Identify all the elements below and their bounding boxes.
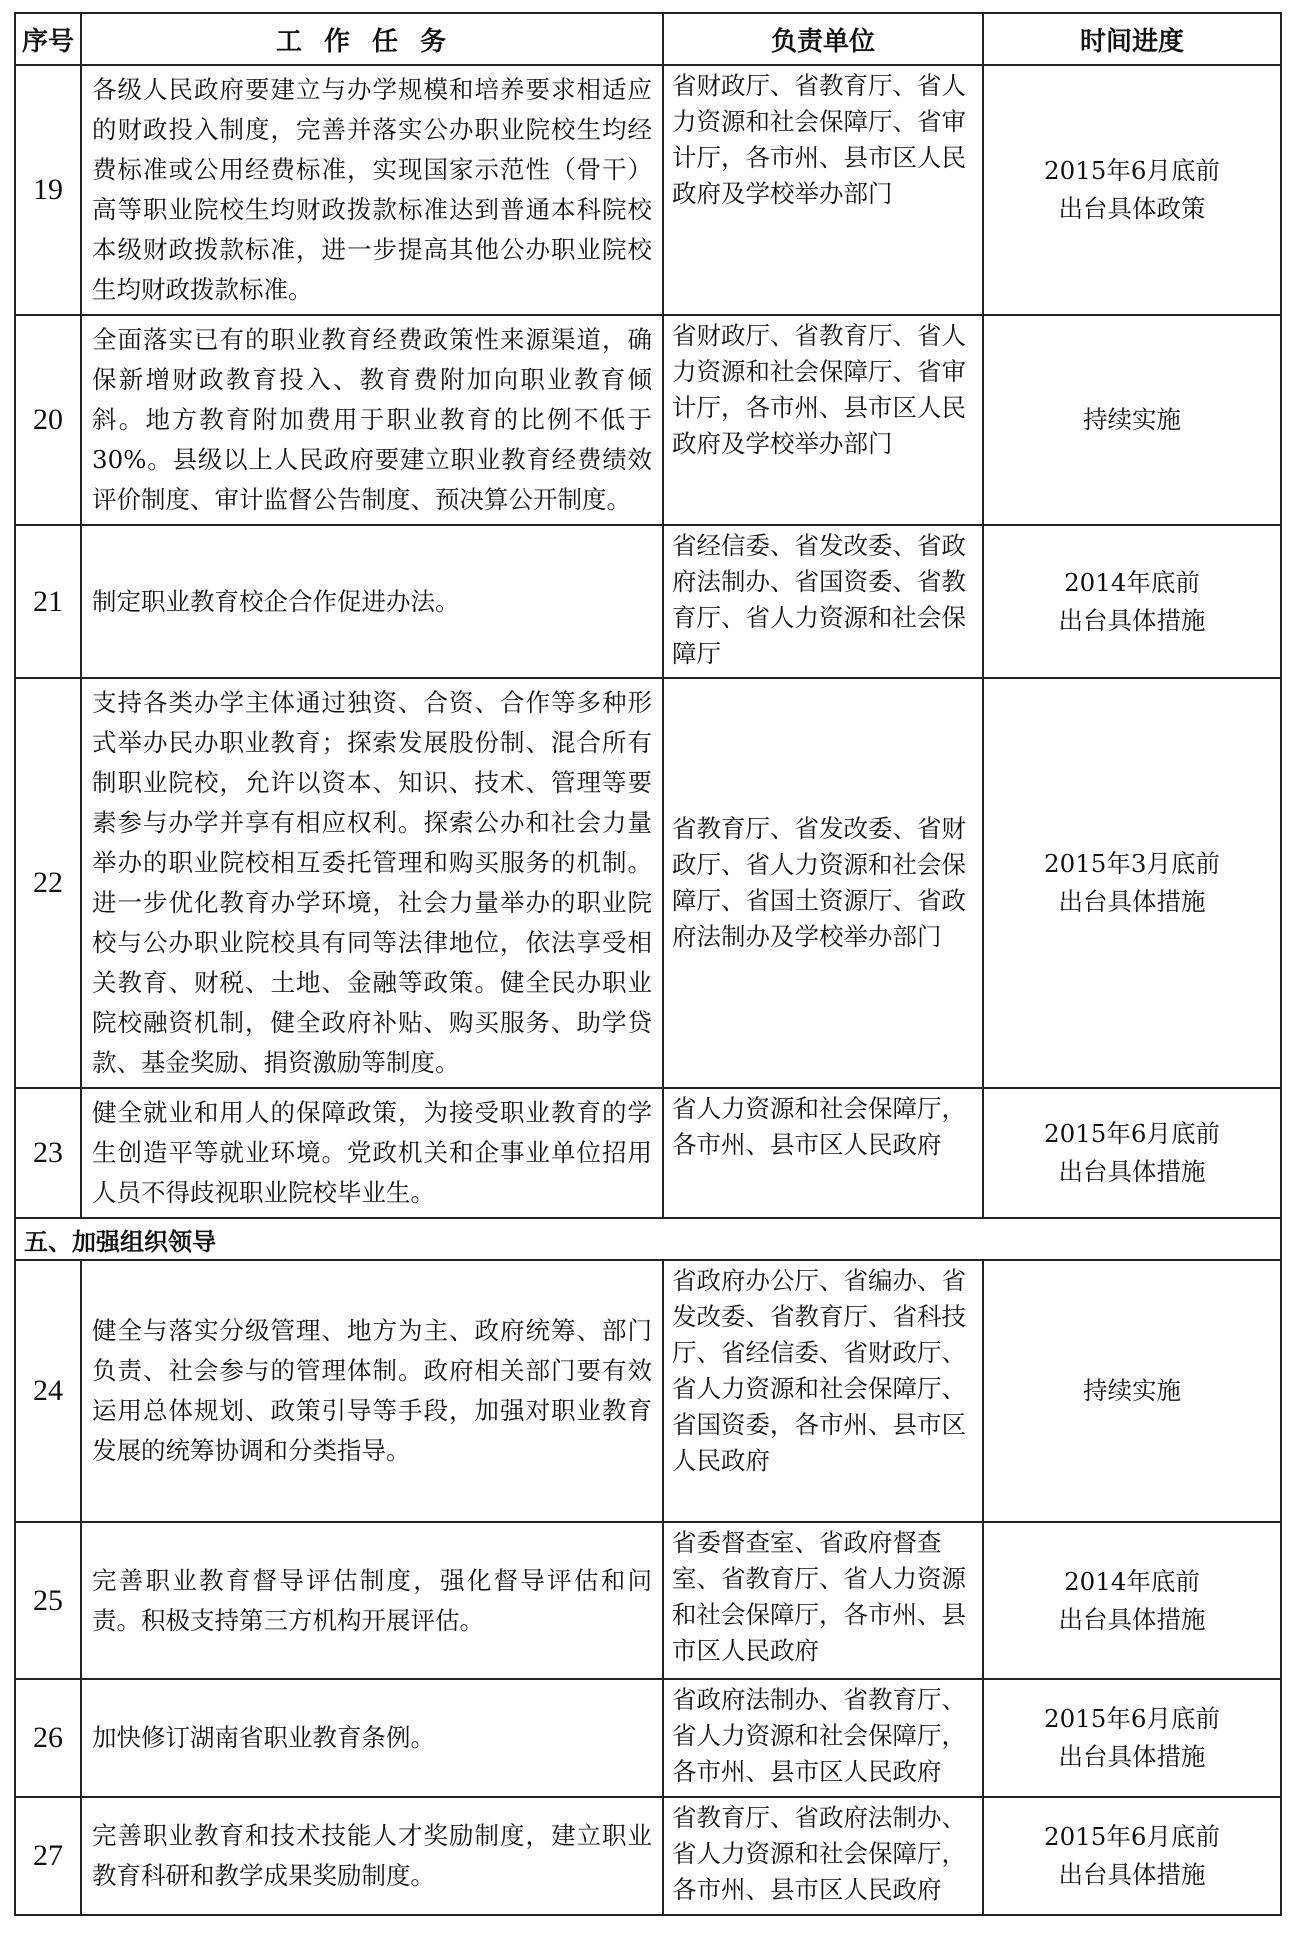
row-number: 20 (15, 315, 81, 525)
time-deadline: 2015年3月底前 (1044, 849, 1220, 878)
row-number: 19 (15, 65, 81, 315)
header-time: 时间进度 (983, 13, 1281, 65)
task-text: 完善职业教育和技术技能人才奖励制度，建立职业教育科研和教学成果奖励制度。 (81, 1797, 663, 1915)
time-deadline: 2015年6月底前 (1044, 1704, 1220, 1733)
time-progress (983, 1088, 1281, 1218)
table-row (15, 1797, 1281, 1915)
time-note: 出台具体措施 (1058, 605, 1206, 635)
row-number: 26 (15, 1679, 81, 1797)
task-text: 健全就业和用人的保障政策，为接受职业教育的学生创造平等就业环境。党政机关和企事业单位招用人员不得歧视职业院校毕业生。 (81, 1088, 663, 1218)
time-deadline: 2015年6月底前 (1044, 1119, 1220, 1148)
time-note: 出台具体政策 (1058, 194, 1206, 223)
time-progress (983, 1797, 1281, 1915)
time-note: 出台具体措施 (1058, 1860, 1206, 1889)
time-note: 出台具体措施 (1058, 887, 1206, 916)
time-progress (983, 1522, 1281, 1679)
row-number: 22 (15, 678, 81, 1088)
task-text: 制定职业教育校企合作促进办法。 (81, 525, 663, 678)
time-progress (983, 678, 1281, 1088)
time-progress (983, 1260, 1281, 1522)
task-text: 完善职业教育督导评估制度，强化督导评估和问责。积极支持第三方机构开展评估。 (81, 1522, 663, 1679)
time-deadline: 2015年6月底前 (1044, 156, 1220, 185)
section-row (15, 1218, 1281, 1260)
table-row (15, 315, 1281, 525)
table-row (15, 678, 1281, 1088)
header-task: 工作任务 (81, 13, 663, 65)
table-header-row (15, 13, 1281, 65)
row-number: 21 (15, 525, 81, 678)
table-row (15, 1260, 1281, 1522)
time-deadline: 2015年6月底前 (1044, 1822, 1220, 1851)
time-deadline: 持续实施 (1083, 1376, 1181, 1405)
header-no: 序号 (15, 13, 81, 65)
time-progress (983, 65, 1281, 315)
time-note: 出台具体措施 (1058, 1742, 1206, 1771)
responsible-unit: 省经信委、省发改委、省政府法制办、省国资委、省教育厅、省人力资源和社会保障厅 (663, 525, 983, 678)
responsible-unit: 省财政厅、省教育厅、省人力资源和社会保障厅、省审计厅，各市州、县市区人民政府及学校举办部门 (663, 65, 983, 315)
table-row (15, 1522, 1281, 1679)
time-deadline: 2014年底前 (1064, 567, 1200, 597)
task-text: 支持各类办学主体通过独资、合资、合作等多种形式举办民办职业教育；探索发展股份制、混合所有制职业院校，允许以资本、知识、技术、管理等要素参与办学并享有相应权利。探索公办和社会力量举办的职业院校相互委托管理和购买服务的机制。进一步优化教育办学环境，社会力量举办的职业院校与公办职业院校具有同等法律地位，依法享受相关教育、财税、土地、金融等政策。健全民办职业院校融资机制，健全政府补贴、购买服务、助学贷款、基金奖励、捐资激励等制度。 (81, 678, 663, 1088)
time-note: 出台具体措施 (1058, 1157, 1206, 1186)
table-row (15, 65, 1281, 315)
responsible-unit: 省人力资源和社会保障厅，各市州、县市区人民政府 (663, 1088, 983, 1218)
responsible-unit: 省委督查室、省政府督查室、省教育厅、省人力资源和社会保障厅，各市州、县市区人民政府 (663, 1522, 983, 1679)
row-number: 24 (15, 1260, 81, 1522)
table-row (15, 1679, 1281, 1797)
time-note: 出台具体措施 (1058, 1604, 1206, 1634)
responsible-unit: 省政府法制办、省教育厅、省人力资源和社会保障厅，各市州、县市区人民政府 (663, 1679, 983, 1797)
time-progress (983, 525, 1281, 678)
header-unit: 负责单位 (663, 13, 983, 65)
responsible-unit: 省教育厅、省政府法制办、省人力资源和社会保障厅，各市州、县市区人民政府 (663, 1797, 983, 1915)
task-text: 健全与落实分级管理、地方为主、政府统筹、部门负责、社会参与的管理体制。政府相关部门要有效运用总体规划、政策引导等手段，加强对职业教育发展的统筹协调和分类指导。 (81, 1260, 663, 1522)
time-progress (983, 1679, 1281, 1797)
task-text: 加快修订湖南省职业教育条例。 (81, 1679, 663, 1797)
section-title: 五、加强组织领导 (15, 1218, 1281, 1260)
row-number: 25 (15, 1522, 81, 1679)
time-progress (983, 315, 1281, 525)
row-number: 27 (15, 1797, 81, 1915)
table-row (15, 1088, 1281, 1218)
responsible-unit: 省财政厅、省教育厅、省人力资源和社会保障厅、省审计厅，各市州、县市区人民政府及学校举办部门 (663, 315, 983, 525)
task-text: 全面落实已有的职业教育经费政策性来源渠道，确保新增财政教育投入、教育费附加向职业教育倾斜。地方教育附加费用于职业教育的比例不低于30%。县级以上人民政府要建立职业教育经费绩效评价制度、审计监督公告制度、预决算公开制度。 (81, 315, 663, 525)
time-deadline: 持续实施 (1083, 405, 1181, 434)
task-table (14, 12, 1282, 1916)
responsible-unit: 省政府办公厅、省编办、省发改委、省教育厅、省科技厅、省经信委、省财政厅、省人力资源和社会保障厅、省国资委，各市州、县市区人民政府 (663, 1260, 983, 1522)
table-row (15, 525, 1281, 678)
row-number: 23 (15, 1088, 81, 1218)
responsible-unit: 省教育厅、省发改委、省财政厅、省人力资源和社会保障厅、省国土资源厅、省政府法制办及学校举办部门 (663, 678, 983, 1088)
time-deadline: 2014年底前 (1064, 1566, 1200, 1596)
task-text: 各级人民政府要建立与办学规模和培养要求相适应的财政投入制度，完善并落实公办职业院校生均经费标准或公用经费标准，实现国家示范性（骨干）高等职业院校生均财政拨款标准达到普通本科院校本级财政拨款标准，进一步提高其他公办职业院校生均财政拨款标准。 (81, 65, 663, 315)
